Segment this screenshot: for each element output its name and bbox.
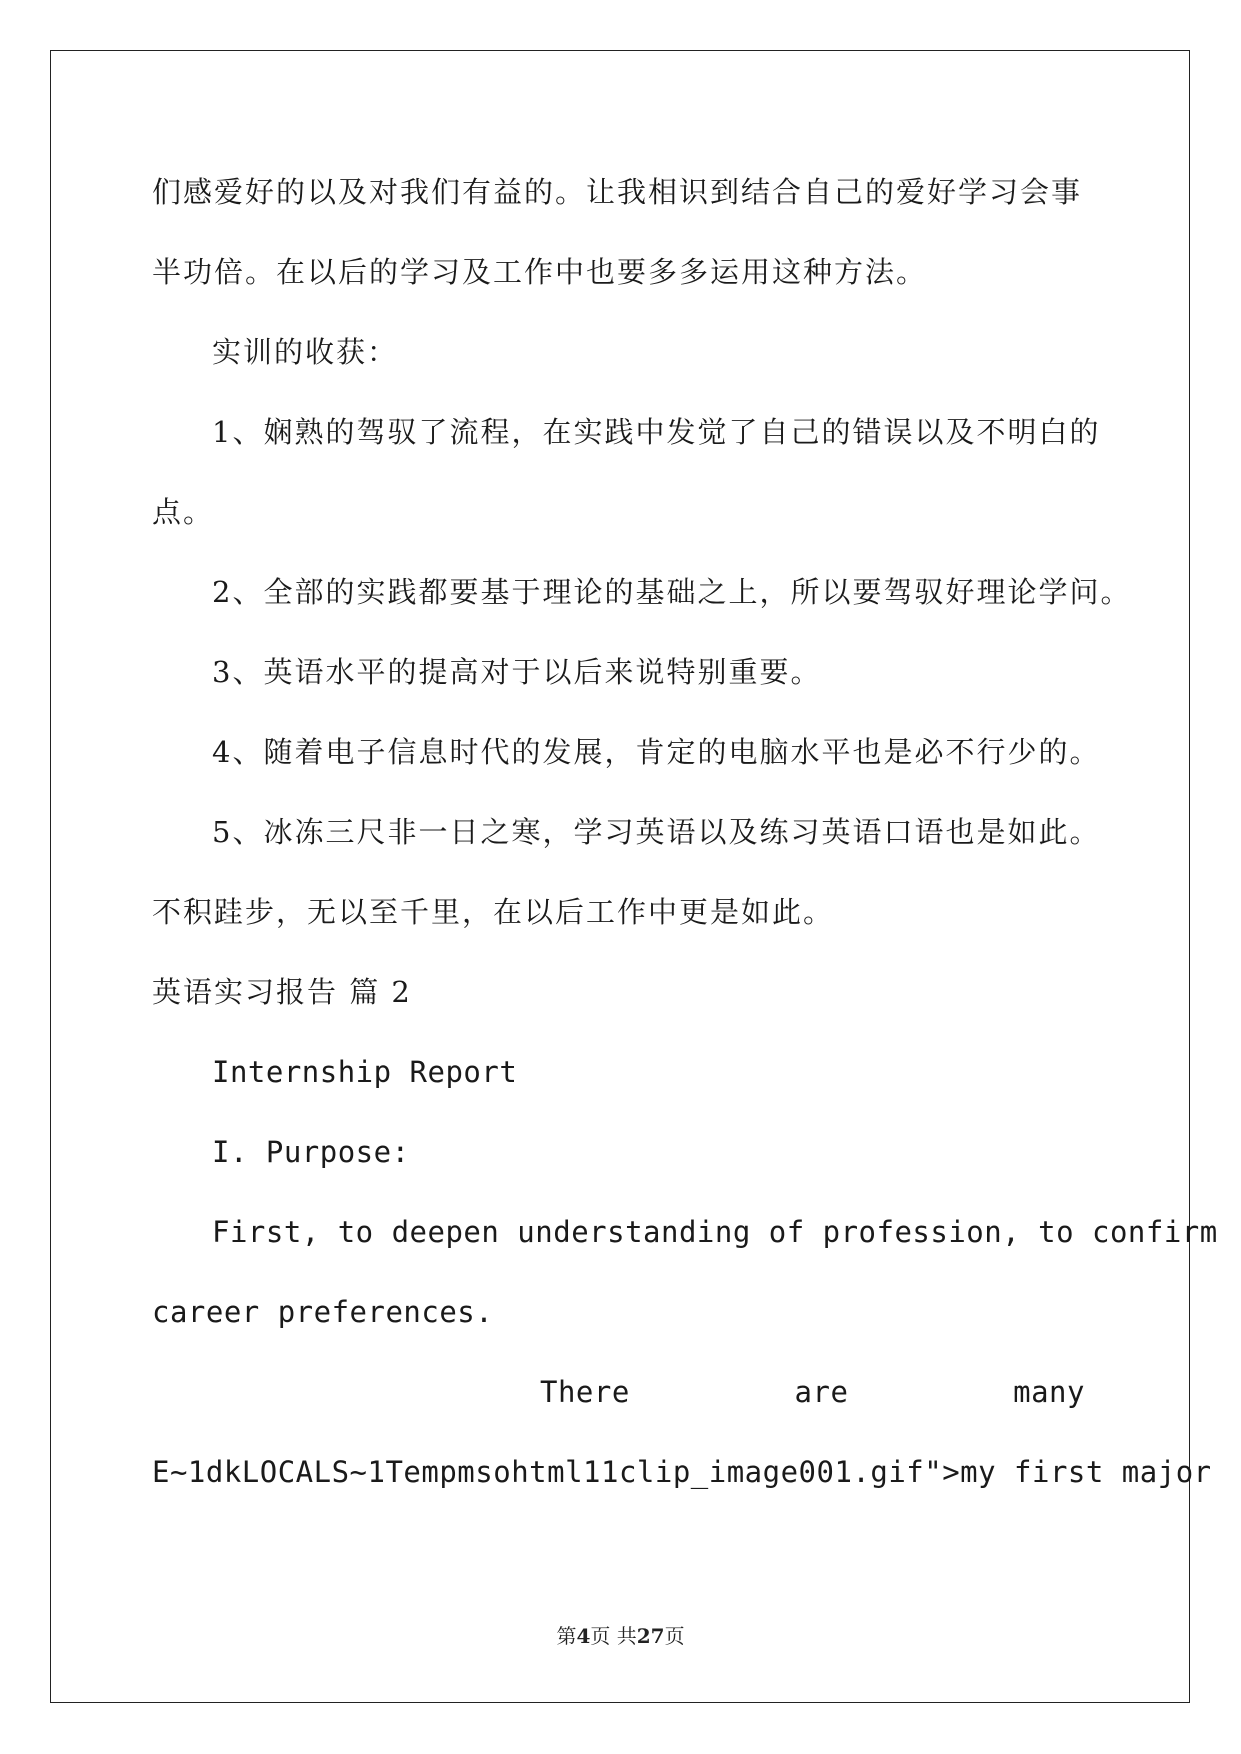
- page-number: 4: [576, 1624, 591, 1648]
- body-text-line: [540, 1372, 1085, 1412]
- section-heading: I. Purpose:: [212, 1135, 410, 1169]
- word: There: [540, 1375, 630, 1409]
- page-footer: [0, 1620, 1241, 1649]
- list-item: 4、随着电子信息时代的发展，肯定的电脑水平也是必不行少的。: [212, 735, 1101, 769]
- list-item: 5、冰冻三尺非一日之寒，学习英语以及练习英语口语也是如此。: [212, 815, 1101, 849]
- footer-label: 第: [556, 1624, 577, 1648]
- body-text-line: 们感爱好的以及对我们有益的。让我相识到结合自己的爱好学习会事: [152, 175, 1083, 209]
- body-text-line: E~1dkLOCALS~1Tempmsohtml11clip_image001.gif">my first major: [152, 1455, 1212, 1489]
- total-pages: 27: [636, 1624, 665, 1648]
- list-item: 1、娴熟的驾驭了流程，在实践中发觉了自己的错误以及不明白的: [212, 415, 1101, 449]
- body-text-line: 点。: [152, 495, 215, 529]
- body-text-line: 半功倍。在以后的学习及工作中也要多多运用这种方法。: [152, 255, 928, 289]
- body-text-line: career preferences.: [152, 1295, 494, 1329]
- section-title: 英语实习报告 篇 2: [152, 975, 412, 1009]
- list-item: 3、英语水平的提高对于以后来说特别重要。: [212, 655, 822, 689]
- list-item: 2、全部的实践都要基于理论的基础之上，所以要驾驭好理论学问。: [212, 575, 1132, 609]
- word: many: [1013, 1375, 1085, 1409]
- footer-label: 页 共: [590, 1624, 637, 1648]
- footer-label: 页: [664, 1624, 685, 1648]
- section-heading: 实训的收获：: [212, 335, 399, 369]
- body-text-line: First, to deepen understanding of profession, to confirm: [212, 1215, 1218, 1249]
- body-text-line: 不积跬步，无以至千里，在以后工作中更是如此。: [152, 895, 835, 929]
- word: are: [794, 1375, 849, 1409]
- report-title: Internship Report: [212, 1055, 518, 1089]
